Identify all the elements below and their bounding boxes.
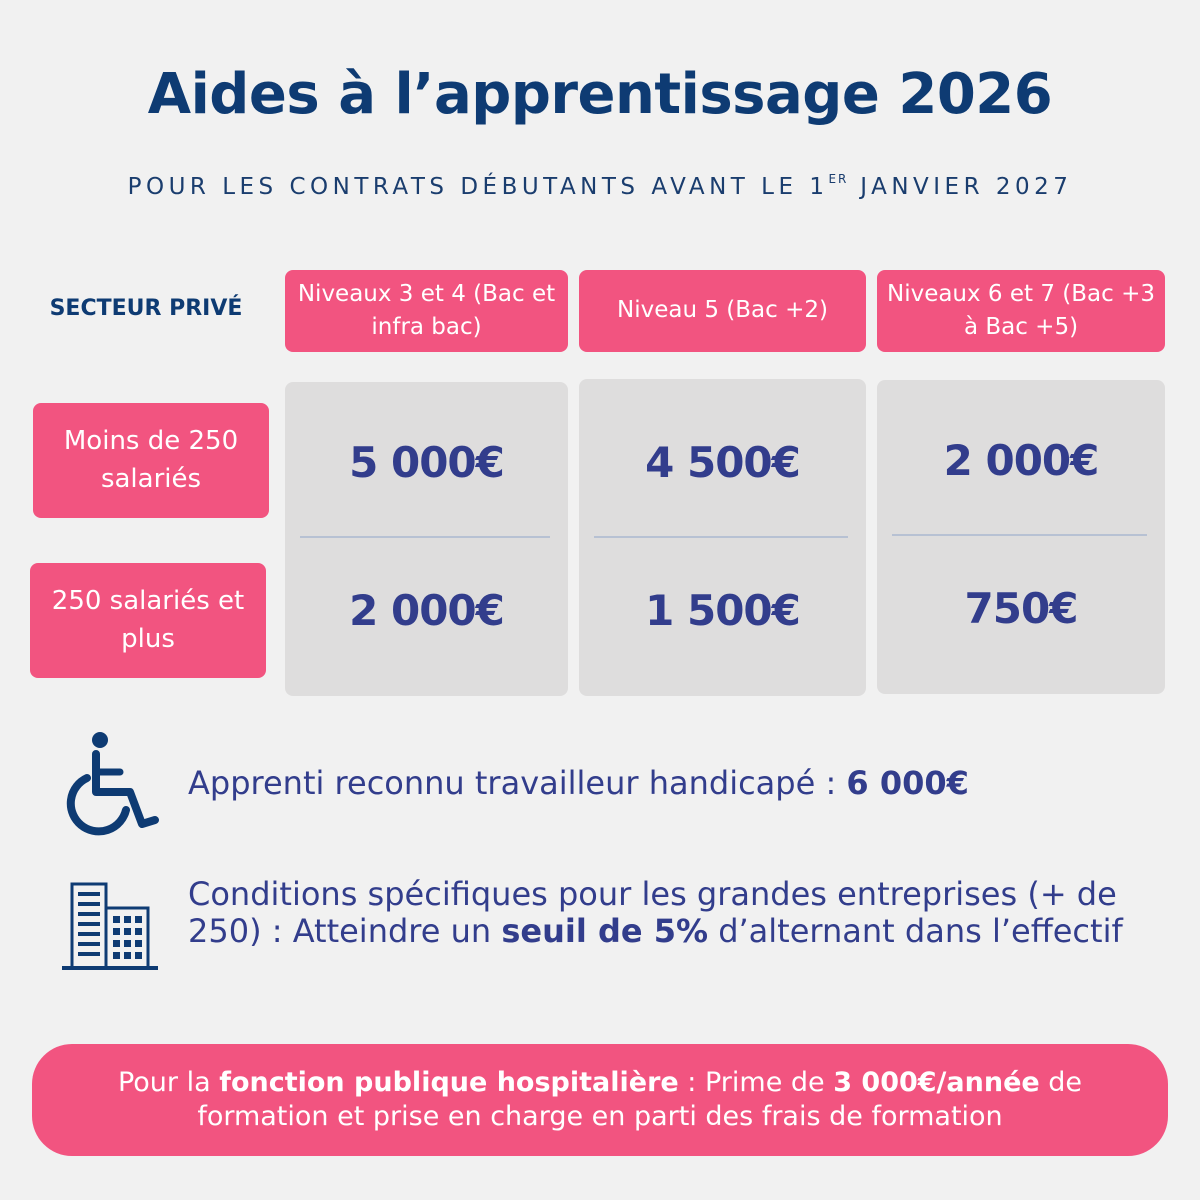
row-header-under-250 — [33, 403, 269, 518]
footer-text-part: Pour la — [117, 1067, 220, 1099]
handicap-amount: 6 000€ — [846, 764, 969, 802]
card-divider — [892, 534, 1147, 536]
footer-text — [62, 1066, 1138, 1134]
subtitle-superscript: ER — [828, 172, 849, 186]
value-card-level-5 — [579, 379, 866, 696]
row-header-250-plus — [30, 563, 266, 678]
column-header-label: Niveau 5 (Bac +2) — [617, 297, 828, 324]
footer-bold-amount: 3 000€/année — [833, 1067, 1040, 1099]
column-header-levels-3-4 — [285, 270, 568, 352]
column-header-label: Niveaux 6 et 7 (Bac +3 à Bac +5) — [886, 280, 1156, 340]
footer-text-part: : Prime de — [678, 1067, 834, 1099]
card-divider — [300, 536, 550, 538]
amount-cell: 1 500€ — [645, 586, 800, 635]
conditions-text: Conditions spécifiques pour les grandes entreprises (+ de 250) : Atteindre un — [188, 875, 1117, 950]
amount-cell: 2 000€ — [943, 436, 1099, 485]
value-card-levels-6-7 — [877, 380, 1165, 694]
row-header-label: 250 salariés et plus — [51, 585, 245, 654]
column-header-label: Niveaux 3 et 4 (Bac et infra bac) — [297, 280, 556, 340]
subtitle-main: POUR LES CONTRATS DÉBUTANTS AVANT LE 1 — [127, 174, 829, 200]
sector-label: SECTEUR PRIVÉ — [49, 296, 243, 321]
subtitle-end: JANVIER 2027 — [848, 174, 1073, 200]
conditions-text-end: d’alternant dans l’effectif — [708, 911, 1123, 950]
handicap-info — [188, 764, 1178, 802]
handicap-text: Apprenti reconnu travailleur handicapé : — [188, 764, 847, 802]
card-divider — [594, 536, 848, 538]
footer-text-part: de formation et prise en charge en parti des frais de formation — [197, 1067, 1083, 1132]
amount-cell: 750€ — [964, 584, 1078, 633]
column-header-level-5 — [579, 270, 866, 352]
page-subtitle — [0, 172, 1200, 200]
amount-cell: 5 000€ — [349, 438, 504, 487]
column-header-levels-6-7 — [877, 270, 1165, 352]
amount-cell: 2 000€ — [349, 586, 504, 635]
building-icon — [62, 878, 158, 974]
page-title: Aides à l’apprentissage 2026 — [147, 62, 1053, 127]
footer-banner — [32, 1044, 1168, 1156]
amount-cell: 4 500€ — [645, 438, 800, 487]
footer-bold-sector: fonction publique hospitalière — [219, 1067, 679, 1099]
conditions-info — [188, 876, 1178, 950]
row-header-label: Moins de 250 salariés — [63, 425, 239, 494]
conditions-threshold: seuil de 5% — [501, 911, 709, 950]
value-card-levels-3-4 — [285, 382, 568, 696]
wheelchair-icon — [60, 728, 160, 836]
